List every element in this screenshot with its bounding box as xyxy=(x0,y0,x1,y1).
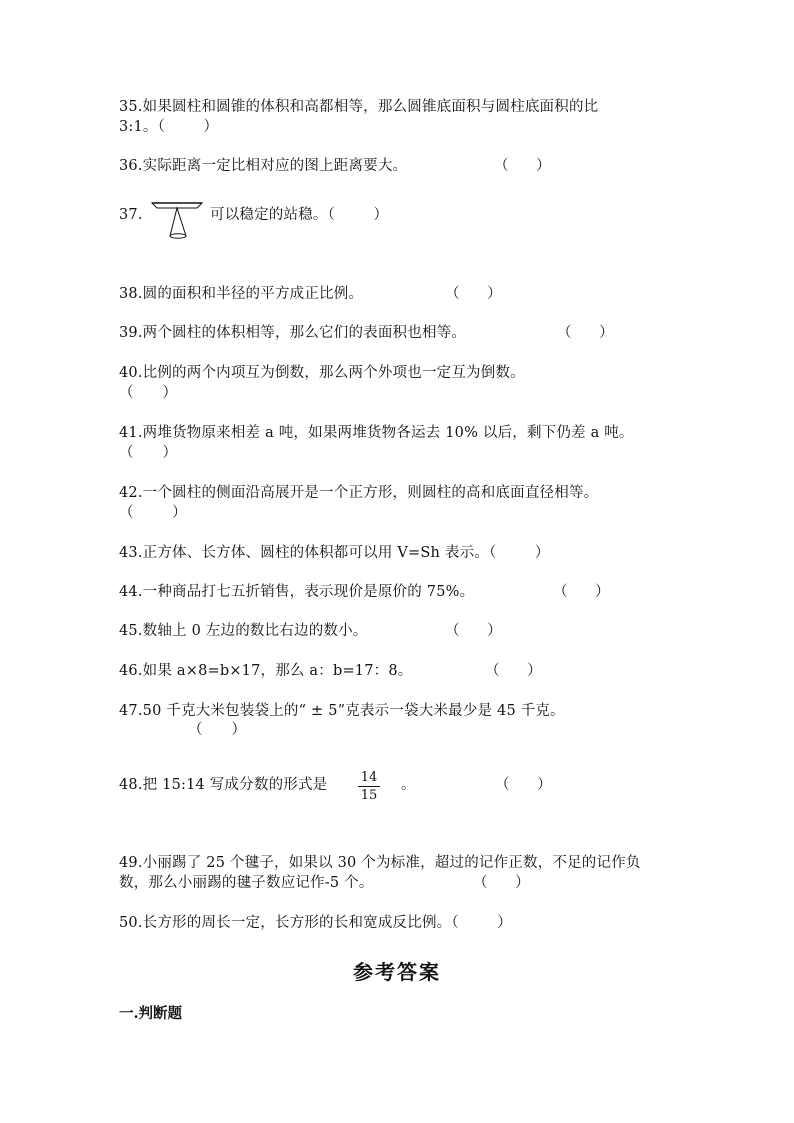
question-49-answer-blank: （ ） xyxy=(473,875,530,891)
question-39-text: 39.两个圆柱的体积相等，那么它们的表面积也相等。 xyxy=(119,325,467,341)
fraction-numerator: 14 xyxy=(360,770,378,785)
question-47-line1: 47.50 千克大米包装袋上的“ ± 5”克表示一袋大米最少是 45 千克。 xyxy=(119,703,565,719)
question-44-text: 44.一种商品打七五折销售，表示现价是原价的 75%。 xyxy=(119,584,475,600)
question-36-text: 36.实际距离一定比相对应的图上距离要大。 xyxy=(119,158,408,174)
question-44-answer-blank: （ ） xyxy=(553,584,610,600)
stool-icon xyxy=(150,200,206,242)
question-48-answer-blank: （ ） xyxy=(495,777,552,793)
question-50-text: 50.长方形的周长一定，长方形的长和宽成反比例。（ ） xyxy=(119,915,512,931)
question-45-answer-blank: （ ） xyxy=(445,623,502,639)
question-49-line1: 49.小丽踢了 25 个毽子，如果以 30 个为标准，超过的记作正数，不足的记作负 xyxy=(119,855,641,871)
question-42-line1: 42.一个圆柱的侧面沿高展开是一个正方形，则圆柱的高和底面直径相等。 xyxy=(119,485,599,501)
question-41-line1: 41.两堆货物原来相差 a 吨，如果两堆货物各运去 10% 以后，剩下仍差 a 吨。 xyxy=(119,425,634,441)
question-42-line2: （ ） xyxy=(119,505,187,521)
section-heading-true-false: 一.判断题 xyxy=(119,1005,183,1022)
question-41-line2: （ ） xyxy=(119,445,178,461)
question-35-line1: 35.如果圆柱和圆锥的体积和高都相等，那么圆锥底面积与圆柱底面积的比 xyxy=(119,99,599,115)
fraction-denominator: 15 xyxy=(360,788,378,803)
question-40-line2: （ ） xyxy=(119,385,178,401)
question-48-text: 48.把 15:14 写成分数的形式是 xyxy=(119,777,328,793)
question-35-line2: 3:1。（ ） xyxy=(119,119,219,135)
question-43-text: 43.正方体、长方体、圆柱的体积都可以用 V=Sh 表示。（ ） xyxy=(119,545,550,561)
question-39-answer-blank: （ ） xyxy=(557,325,614,341)
answer-key-title: 参考答案 xyxy=(353,960,441,984)
question-36-answer-blank: （ ） xyxy=(494,158,551,174)
question-37-number: 37. xyxy=(119,207,143,223)
question-46-text: 46.如果 a×8=b×17，那么 a：b=17：8。 xyxy=(119,663,413,679)
question-37-text: 可以稳定的站稳。（ ） xyxy=(210,207,389,223)
question-38-answer-blank: （ ） xyxy=(445,286,502,302)
question-47-line2: （ ） xyxy=(188,722,247,738)
question-38-text: 38.圆的面积和半径的平方成正比例。 xyxy=(119,286,364,302)
question-48-period: 。 xyxy=(401,777,416,793)
question-45-text: 45.数轴上 0 左边的数比右边的数小。 xyxy=(119,623,368,639)
fraction-bar xyxy=(358,786,380,787)
question-40-line1: 40.比例的两个内项互为倒数，那么两个外项也一定互为倒数。 xyxy=(119,365,525,381)
question-46-answer-blank: （ ） xyxy=(485,663,542,679)
question-49-line2: 数，那么小丽踢的毽子数应记作-5 个。 xyxy=(119,875,374,891)
fraction-14-over-15 xyxy=(356,770,382,803)
